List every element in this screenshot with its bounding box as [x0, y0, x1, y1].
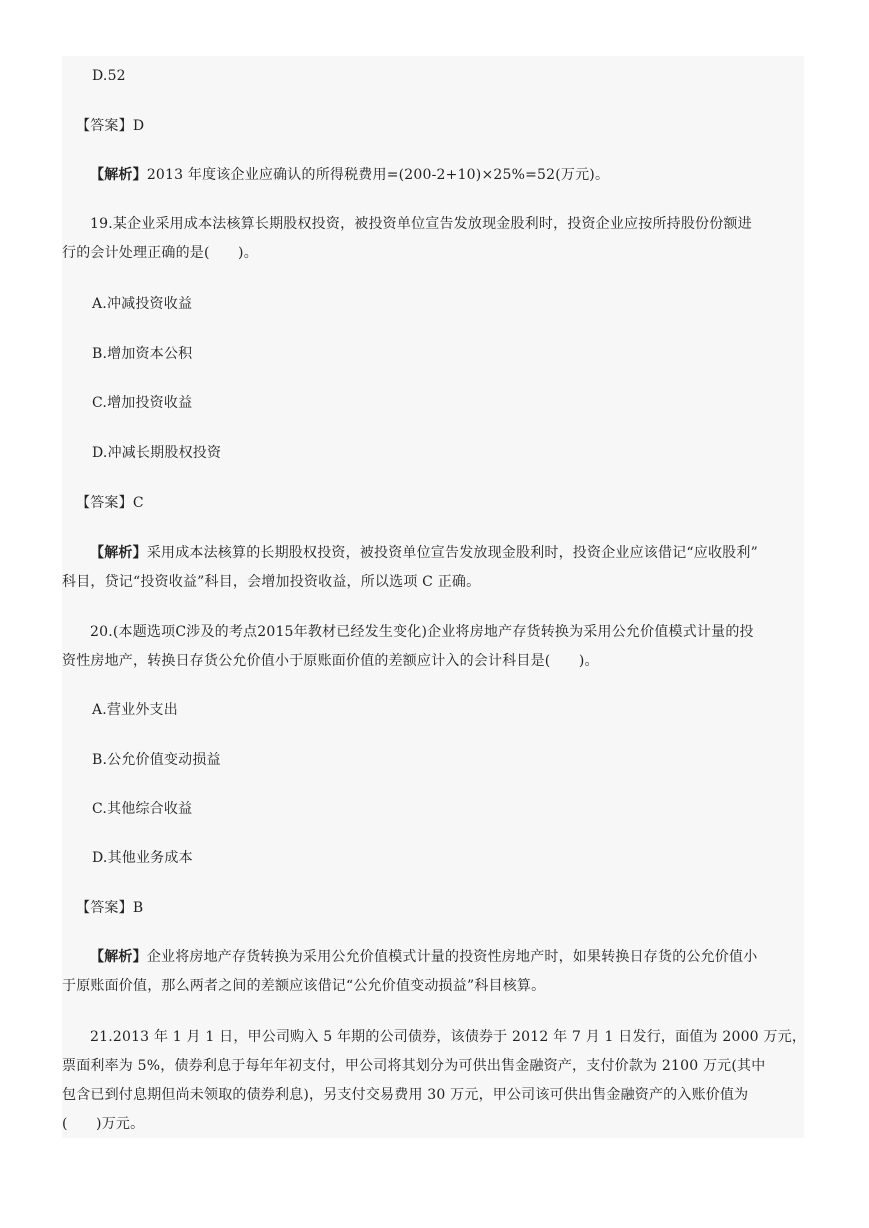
q20-option-a: A.营业外支出 — [92, 702, 178, 718]
q19-option-a: A.冲减投资收益 — [92, 296, 193, 312]
answer-value: B — [132, 900, 144, 916]
answer-value: C — [132, 495, 144, 511]
q20-stem-line-1: 20.(本题选项C涉及的考点2015年教材已经发生变化)企业将房地产存货转换为采用公允价值模式计量的投 — [90, 624, 754, 640]
q20-option-d: D.其他业务成本 — [92, 850, 193, 866]
q21-stem-line-4: ( )万元。 — [62, 1116, 145, 1132]
analysis-label: 【解析】 — [90, 545, 147, 561]
q19-stem-line-1: 19.某企业采用成本法核算长期股权投资，被投资单位宣告发放现金股利时，投资企业应按所持股份份额进 — [90, 216, 752, 232]
answer-value: D — [132, 118, 145, 134]
q20-analysis-line-2: 于原账面价值，那么两者之间的差额应该借记“公允价值变动损益”科目核算。 — [62, 978, 546, 994]
q19-analysis-line-2: 科目，贷记“投资收益”科目，会增加投资收益，所以选项 C 正确。 — [62, 574, 481, 590]
q19-stem-line-2: 行的会计处理正确的是( )。 — [62, 245, 258, 261]
analysis-label: 【解析】 — [90, 167, 147, 183]
q20-stem-line-2: 资性房地产，转换日存货公允价值小于原账面价值的差额应计入的会计科目是( )。 — [62, 653, 599, 669]
q19-answer — [76, 493, 144, 513]
answer-label: 【答案】 — [76, 118, 133, 134]
q20-option-c: C.其他综合收益 — [92, 801, 193, 817]
q20-answer — [76, 898, 143, 918]
q21-stem-line-2: 票面利率为 5%，债券利息于每年年初支付，甲公司将其划分为可供出售金融资产，支付价款为 2100 万元(其中 — [62, 1058, 766, 1074]
q20-option-b: B.公允价值变动损益 — [92, 752, 221, 768]
analysis-text: 采用成本法核算的长期股权投资，被投资单位宣告发放现金股利时，投资企业应该借记“应收股利” — [146, 545, 758, 561]
q19-option-c: C.增加投资收益 — [92, 395, 193, 411]
q19-analysis-line-1 — [90, 543, 758, 563]
analysis-label: 【解析】 — [90, 949, 147, 965]
q19-option-d: D.冲减长期股权投资 — [92, 445, 222, 461]
answer-label: 【答案】 — [76, 495, 133, 511]
q18-analysis — [90, 165, 609, 185]
answer-label: 【答案】 — [76, 900, 133, 916]
q19-option-b: B.增加资本公积 — [92, 346, 193, 362]
q18-option-d: D.52 — [92, 68, 126, 84]
q18-answer — [76, 116, 144, 136]
q21-stem-line-1: 21.2013 年 1 月 1 日，甲公司购入 5 年期的公司债券，该债券于 2012 年 7 月 1 日发行，面值为 2000 万元， — [90, 1029, 807, 1045]
analysis-text: 企业将房地产存货转换为采用公允价值模式计量的投资性房地产时，如果转换日存货的公允价值小 — [146, 949, 758, 965]
q21-stem-line-3: 包含已到付息期但尚未领取的债券利息)，另支付交易费用 30 万元，甲公司该可供出售金融资产的入账价值为 — [62, 1087, 749, 1103]
analysis-text: 2013 年度该企业应确认的所得税费用=(200-2+10)×25%=52(万元)。 — [146, 167, 610, 183]
q20-analysis-line-1 — [90, 947, 757, 967]
